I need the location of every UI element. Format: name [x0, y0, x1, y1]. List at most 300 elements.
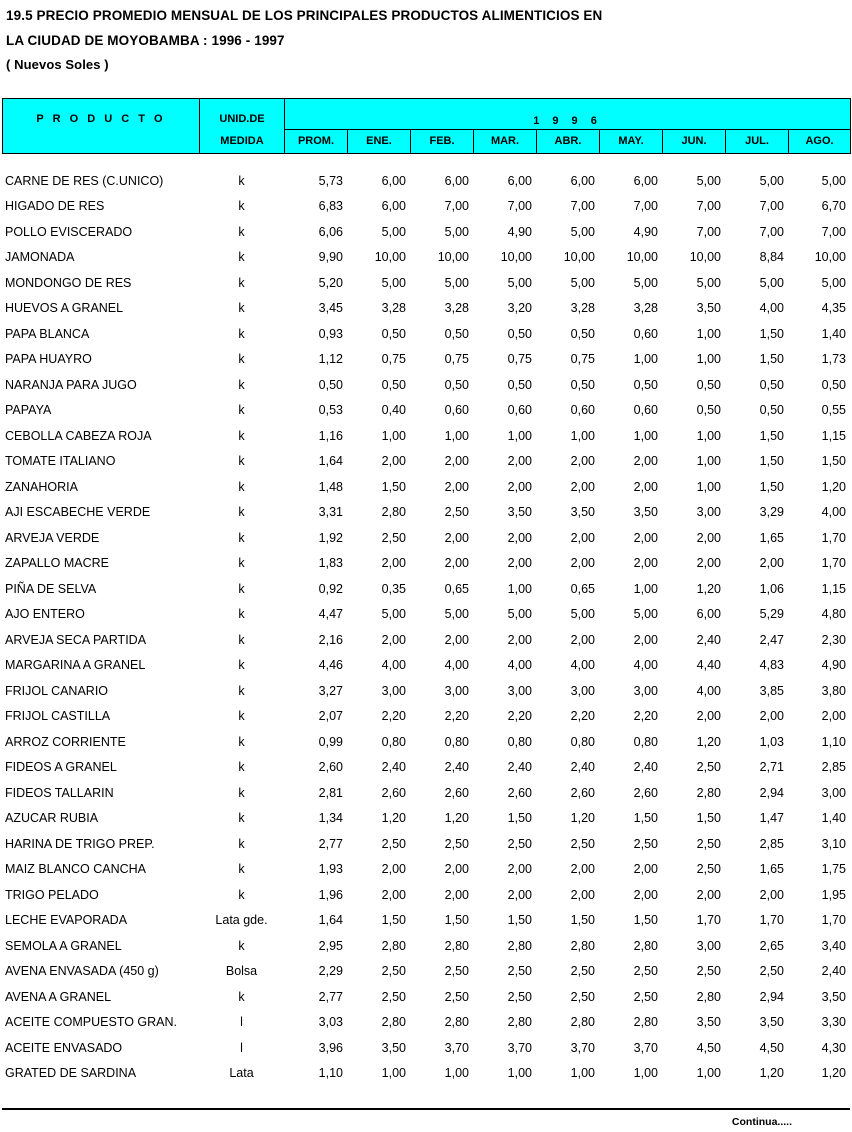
product-name: HUEVOS A GRANEL	[5, 301, 124, 316]
price-cell: 4,46	[318, 658, 343, 673]
price-cell: 2,00	[381, 887, 406, 902]
price-cell: 2,00	[507, 454, 532, 469]
price-cell: 1,92	[318, 530, 343, 545]
price-cell: 2,30	[821, 632, 846, 647]
price-cell: 1,00	[696, 454, 721, 469]
price-cell: 2,50	[381, 989, 406, 1004]
price-cell: 2,40	[696, 632, 721, 647]
unit-cell: k	[238, 581, 245, 596]
price-cell: 1,64	[318, 454, 343, 469]
unit-cell: k	[238, 989, 245, 1004]
price-cell: 8,84	[759, 250, 784, 265]
price-cell: 2,00	[633, 530, 658, 545]
price-cell: 6,00	[444, 173, 469, 188]
price-cell: 1,40	[821, 326, 846, 341]
price-cell: 2,00	[381, 556, 406, 571]
table-row	[2, 678, 850, 704]
price-cell: 0,60	[444, 403, 469, 418]
unit-cell: Lata gde.	[215, 913, 268, 928]
price-cell: 0,99	[318, 734, 343, 749]
table-row	[2, 806, 850, 832]
price-cell: 3,00	[696, 938, 721, 953]
price-cell: 1,93	[318, 862, 343, 877]
table-row	[2, 168, 850, 194]
price-cell: 6,70	[821, 199, 846, 214]
price-cell: 2,00	[570, 479, 595, 494]
price-cell: 2,00	[507, 556, 532, 571]
price-cell: 2,50	[696, 862, 721, 877]
unit-cell: Bolsa	[225, 964, 258, 979]
product-name: JAMONADA	[5, 250, 75, 265]
price-cell: 7,00	[696, 224, 721, 239]
product-name: FRIJOL CASTILLA	[5, 709, 111, 724]
table-row	[2, 704, 850, 730]
price-cell: 0,50	[381, 326, 406, 341]
price-cell: 1,00	[507, 428, 532, 443]
price-cell: 7,00	[821, 224, 846, 239]
price-cell: 5,73	[318, 173, 343, 188]
unit-cell: k	[238, 377, 245, 392]
price-cell: 0,53	[318, 403, 343, 418]
unit-cell: k	[238, 275, 245, 290]
table-row	[2, 219, 850, 245]
price-cell: 0,50	[696, 377, 721, 392]
price-cell: 6,00	[381, 199, 406, 214]
unit-cell: k	[238, 607, 245, 622]
price-cell: 1,50	[507, 811, 532, 826]
price-cell: 2,16	[318, 632, 343, 647]
price-cell: 1,00	[507, 581, 532, 596]
price-cell: 0,50	[570, 326, 595, 341]
price-cell: 2,00	[507, 887, 532, 902]
price-cell: 4,00	[821, 505, 846, 520]
price-cell: 0,92	[318, 581, 343, 596]
price-cell: 1,00	[696, 428, 721, 443]
price-cell: 5,00	[444, 224, 469, 239]
price-cell: 2,80	[381, 938, 406, 953]
price-cell: 1,50	[759, 454, 784, 469]
price-cell: 1,50	[444, 913, 469, 928]
price-cell: 4,00	[507, 658, 532, 673]
price-cell: 2,60	[633, 785, 658, 800]
table-row	[2, 959, 850, 985]
price-cell: 4,50	[696, 1040, 721, 1055]
product-name: TOMATE ITALIANO	[5, 454, 116, 469]
header-month: FEB.	[411, 129, 474, 153]
price-cell: 2,80	[570, 1015, 595, 1030]
price-cell: 0,50	[507, 377, 532, 392]
product-name: FIDEOS A GRANEL	[5, 760, 117, 775]
price-cell: 7,00	[633, 199, 658, 214]
unit-cell: k	[238, 250, 245, 265]
price-cell: 2,85	[759, 836, 784, 851]
price-cell: 5,00	[696, 275, 721, 290]
unit-cell: k	[238, 683, 245, 698]
price-cell: 1,00	[381, 428, 406, 443]
price-cell: 2,00	[696, 556, 721, 571]
price-cell: 2,00	[633, 632, 658, 647]
price-cell: 2,00	[444, 530, 469, 545]
price-cell: 0,50	[821, 377, 846, 392]
price-cell: 1,00	[570, 1066, 595, 1081]
price-cell: 3,00	[696, 505, 721, 520]
price-cell: 0,50	[381, 377, 406, 392]
product-name: ACEITE ENVASADO	[5, 1040, 123, 1055]
price-cell: 0,80	[570, 734, 595, 749]
product-name: AVENA A GRANEL	[5, 989, 112, 1004]
price-cell: 1,48	[318, 479, 343, 494]
table-row	[2, 321, 850, 347]
product-name: ARROZ CORRIENTE	[5, 734, 126, 749]
product-name: CEBOLLA CABEZA ROJA	[5, 428, 152, 443]
price-cell: 7,00	[759, 224, 784, 239]
price-cell: 1,00	[570, 428, 595, 443]
price-cell: 2,00	[696, 709, 721, 724]
price-cell: 3,03	[318, 1015, 343, 1030]
product-name: MARGARINA A GRANEL	[5, 658, 146, 673]
price-cell: 4,00	[570, 658, 595, 673]
price-cell: 2,60	[507, 785, 532, 800]
unit-cell: k	[238, 479, 245, 494]
price-cell: 2,60	[444, 785, 469, 800]
price-cell: 3,28	[381, 301, 406, 316]
product-name: ACEITE COMPUESTO GRAN.	[5, 1015, 178, 1030]
price-cell: 6,00	[696, 607, 721, 622]
price-cell: 2,77	[318, 836, 343, 851]
unit-cell: k	[238, 326, 245, 341]
table-row	[2, 500, 850, 526]
table-row	[2, 576, 850, 602]
product-name: AJO ENTERO	[5, 607, 85, 622]
table-row	[2, 780, 850, 806]
price-cell: 0,35	[381, 581, 406, 596]
price-cell: 2,50	[444, 505, 469, 520]
price-cell: 3,28	[444, 301, 469, 316]
price-cell: 1,65	[759, 862, 784, 877]
price-cell: 0,60	[507, 403, 532, 418]
product-name: AJI ESCABECHE VERDE	[5, 505, 151, 520]
price-cell: 2,50	[381, 964, 406, 979]
price-cell: 2,95	[318, 938, 343, 953]
table-row	[2, 423, 850, 449]
price-cell: 1,12	[318, 352, 343, 367]
price-cell: 10,00	[689, 250, 721, 265]
price-cell: 1,00	[444, 1066, 469, 1081]
header-month: MAY.	[600, 129, 663, 153]
product-name: SEMOLA A GRANEL	[5, 938, 122, 953]
price-cell: 3,85	[759, 683, 784, 698]
unit-cell: k	[238, 199, 245, 214]
price-cell: 1,00	[444, 428, 469, 443]
table-row	[2, 551, 850, 577]
price-cell: 0,50	[570, 377, 595, 392]
price-cell: 2,94	[759, 989, 784, 1004]
unit-cell: k	[238, 811, 245, 826]
price-cell: 3,20	[507, 301, 532, 316]
price-cell: 10,00	[437, 250, 469, 265]
price-cell: 3,30	[821, 1015, 846, 1030]
price-cell: 1,64	[318, 913, 343, 928]
price-cell: 2,29	[318, 964, 343, 979]
price-cell: 1,50	[507, 913, 532, 928]
price-cell: 1,95	[821, 887, 846, 902]
product-name: POLLO EVISCERADO	[5, 224, 133, 239]
price-cell: 9,90	[318, 250, 343, 265]
price-cell: 2,50	[507, 836, 532, 851]
price-cell: 2,00	[444, 862, 469, 877]
price-cell: 4,00	[381, 658, 406, 673]
price-cell: 0,75	[570, 352, 595, 367]
header-month: ABR.	[537, 129, 600, 153]
price-cell: 2,94	[759, 785, 784, 800]
unit-cell: k	[238, 760, 245, 775]
price-cell: 0,75	[381, 352, 406, 367]
price-cell: 2,40	[570, 760, 595, 775]
price-cell: 1,00	[381, 1066, 406, 1081]
price-cell: 6,00	[570, 173, 595, 188]
price-cell: 2,50	[444, 964, 469, 979]
price-cell: 2,80	[633, 1015, 658, 1030]
price-cell: 10,00	[563, 250, 595, 265]
price-cell: 3,50	[381, 1040, 406, 1055]
price-cell: 1,20	[696, 734, 721, 749]
unit-cell: l	[240, 1015, 243, 1030]
price-cell: 3,29	[759, 505, 784, 520]
table-row	[2, 908, 850, 934]
price-cell: 5,00	[821, 173, 846, 188]
price-cell: 2,00	[633, 454, 658, 469]
price-cell: 1,70	[759, 913, 784, 928]
price-cell: 1,00	[507, 1066, 532, 1081]
price-cell: 3,31	[318, 505, 343, 520]
price-cell: 1,10	[821, 734, 846, 749]
price-cell: 1,50	[696, 811, 721, 826]
price-cell: 2,50	[696, 836, 721, 851]
price-cell: 1,73	[821, 352, 846, 367]
price-cell: 5,00	[759, 275, 784, 290]
price-cell: 3,00	[507, 683, 532, 698]
price-cell: 1,03	[759, 734, 784, 749]
price-cell: 7,00	[696, 199, 721, 214]
price-cell: 2,60	[381, 785, 406, 800]
price-cell: 3,10	[821, 836, 846, 851]
price-cell: 5,00	[381, 275, 406, 290]
currency-note: ( Nuevos Soles )	[6, 57, 109, 72]
unit-cell: k	[238, 505, 245, 520]
price-cell: 1,47	[759, 811, 784, 826]
unit-cell: k	[238, 862, 245, 877]
price-cell: 0,93	[318, 326, 343, 341]
price-cell: 0,60	[570, 403, 595, 418]
price-cell: 2,00	[696, 530, 721, 545]
price-cell: 3,80	[821, 683, 846, 698]
product-name: LECHE EVAPORADA	[5, 913, 128, 928]
price-cell: 2,85	[821, 760, 846, 775]
price-cell: 0,75	[444, 352, 469, 367]
product-name: ZANAHORIA	[5, 479, 78, 494]
price-cell: 2,65	[759, 938, 784, 953]
price-cell: 1,00	[633, 581, 658, 596]
price-cell: 2,20	[507, 709, 532, 724]
price-cell: 0,50	[759, 403, 784, 418]
price-cell: 4,80	[821, 607, 846, 622]
price-cell: 1,50	[570, 913, 595, 928]
price-cell: 6,06	[318, 224, 343, 239]
price-cell: 7,00	[759, 199, 784, 214]
price-cell: 3,00	[381, 683, 406, 698]
price-cell: 4,00	[444, 658, 469, 673]
price-cell: 4,50	[759, 1040, 784, 1055]
price-cell: 1,50	[381, 479, 406, 494]
table-row	[2, 729, 850, 755]
price-cell: 2,50	[759, 964, 784, 979]
price-cell: 4,47	[318, 607, 343, 622]
product-name: MONDONGO DE RES	[5, 275, 132, 290]
price-cell: 5,00	[444, 275, 469, 290]
product-name: PAPA HUAYRO	[5, 352, 92, 367]
price-cell: 2,40	[444, 760, 469, 775]
product-name: AVENA ENVASADA (450 g)	[5, 964, 159, 979]
price-cell: 0,50	[759, 377, 784, 392]
price-cell: 2,80	[444, 938, 469, 953]
price-cell: 1,96	[318, 887, 343, 902]
price-cell: 5,00	[570, 224, 595, 239]
price-cell: 0,50	[696, 403, 721, 418]
unit-cell: k	[238, 173, 245, 188]
price-cell: 3,50	[821, 989, 846, 1004]
price-cell: 0,80	[444, 734, 469, 749]
price-cell: 2,40	[821, 964, 846, 979]
unit-cell: l	[240, 1040, 243, 1055]
unit-cell: k	[238, 530, 245, 545]
table-row	[2, 857, 850, 883]
price-cell: 2,00	[570, 887, 595, 902]
price-cell: 1,50	[759, 479, 784, 494]
price-cell: 2,50	[633, 989, 658, 1004]
price-cell: 3,96	[318, 1040, 343, 1055]
price-cell: 4,00	[696, 683, 721, 698]
product-name: PIÑA DE SELVA	[5, 581, 97, 596]
price-cell: 3,27	[318, 683, 343, 698]
price-cell: 1,20	[696, 581, 721, 596]
price-cell: 2,00	[444, 454, 469, 469]
price-cell: 4,00	[759, 301, 784, 316]
price-cell: 5,00	[570, 607, 595, 622]
product-name: HARINA DE TRIGO PREP.	[5, 836, 155, 851]
table-row	[2, 933, 850, 959]
price-cell: 3,00	[444, 683, 469, 698]
price-cell: 2,00	[444, 632, 469, 647]
price-cell: 3,45	[318, 301, 343, 316]
price-cell: 1,20	[821, 1066, 846, 1081]
price-cell: 5,00	[381, 224, 406, 239]
unit-cell: k	[238, 709, 245, 724]
price-cell: 2,50	[633, 964, 658, 979]
price-cell: 2,00	[821, 709, 846, 724]
price-cell: 5,00	[507, 275, 532, 290]
price-cell: 4,90	[633, 224, 658, 239]
product-name: ARVEJA SECA PARTIDA	[5, 632, 147, 647]
price-cell: 5,00	[821, 275, 846, 290]
product-name: GRATED DE SARDINA	[5, 1066, 137, 1081]
price-cell: 2,00	[570, 454, 595, 469]
price-cell: 3,50	[570, 505, 595, 520]
price-cell: 4,30	[821, 1040, 846, 1055]
table-row	[2, 627, 850, 653]
price-cell: 2,80	[696, 989, 721, 1004]
price-cell: 2,00	[507, 530, 532, 545]
price-cell: 4,90	[507, 224, 532, 239]
price-cell: 0,40	[381, 403, 406, 418]
product-name: ARVEJA VERDE	[5, 530, 100, 545]
unit-cell: k	[238, 352, 245, 367]
price-cell: 6,00	[633, 173, 658, 188]
price-cell: 1,50	[759, 326, 784, 341]
header-unidad-top: UNID.DE	[200, 99, 285, 130]
price-cell: 5,00	[570, 275, 595, 290]
product-name: CARNE DE RES (C.UNICO)	[5, 173, 164, 188]
page-subtitle: LA CIUDAD DE MOYOBAMBA : 1996 - 1997	[6, 33, 285, 48]
unit-cell: k	[238, 454, 245, 469]
price-cell: 5,00	[696, 173, 721, 188]
product-name: NARANJA PARA JUGO	[5, 377, 137, 392]
price-cell: 10,00	[626, 250, 658, 265]
price-cell: 2,00	[381, 862, 406, 877]
price-cell: 3,50	[696, 301, 721, 316]
price-cell: 2,00	[570, 862, 595, 877]
price-cell: 0,60	[633, 326, 658, 341]
unit-cell: k	[238, 887, 245, 902]
price-cell: 3,40	[821, 938, 846, 953]
price-cell: 2,00	[759, 556, 784, 571]
price-cell: 1,65	[759, 530, 784, 545]
price-cell: 3,70	[633, 1040, 658, 1055]
price-cell: 1,40	[821, 811, 846, 826]
header-year: 1 9 9 6	[285, 99, 851, 130]
price-cell: 10,00	[374, 250, 406, 265]
price-cell: 1,75	[821, 862, 846, 877]
price-cell: 7,00	[444, 199, 469, 214]
header-month: PROM.	[285, 129, 348, 153]
price-cell: 0,50	[444, 326, 469, 341]
price-cell: 1,70	[821, 556, 846, 571]
table-row	[2, 1035, 850, 1061]
price-cell: 3,28	[633, 301, 658, 316]
product-name: PAPA BLANCA	[5, 326, 90, 341]
price-cell: 10,00	[500, 250, 532, 265]
price-cell: 1,83	[318, 556, 343, 571]
price-cell: 3,00	[633, 683, 658, 698]
price-cell: 1,00	[696, 479, 721, 494]
product-name: FRIJOL CANARIO	[5, 683, 109, 698]
price-cell: 1,70	[821, 913, 846, 928]
price-cell: 2,50	[570, 989, 595, 1004]
price-cell: 2,00	[381, 454, 406, 469]
unit-cell: k	[238, 658, 245, 673]
price-cell: 2,80	[381, 1015, 406, 1030]
bottom-rule	[2, 1108, 850, 1110]
price-cell: 1,00	[633, 1066, 658, 1081]
unit-cell: k	[238, 734, 245, 749]
price-cell: 7,00	[570, 199, 595, 214]
price-cell: 1,00	[696, 1066, 721, 1081]
price-cell: 2,80	[507, 1015, 532, 1030]
price-cell: 1,00	[633, 352, 658, 367]
table-row	[2, 474, 850, 500]
price-cell: 1,20	[759, 1066, 784, 1081]
price-cell: 2,00	[444, 556, 469, 571]
price-cell: 2,00	[696, 887, 721, 902]
